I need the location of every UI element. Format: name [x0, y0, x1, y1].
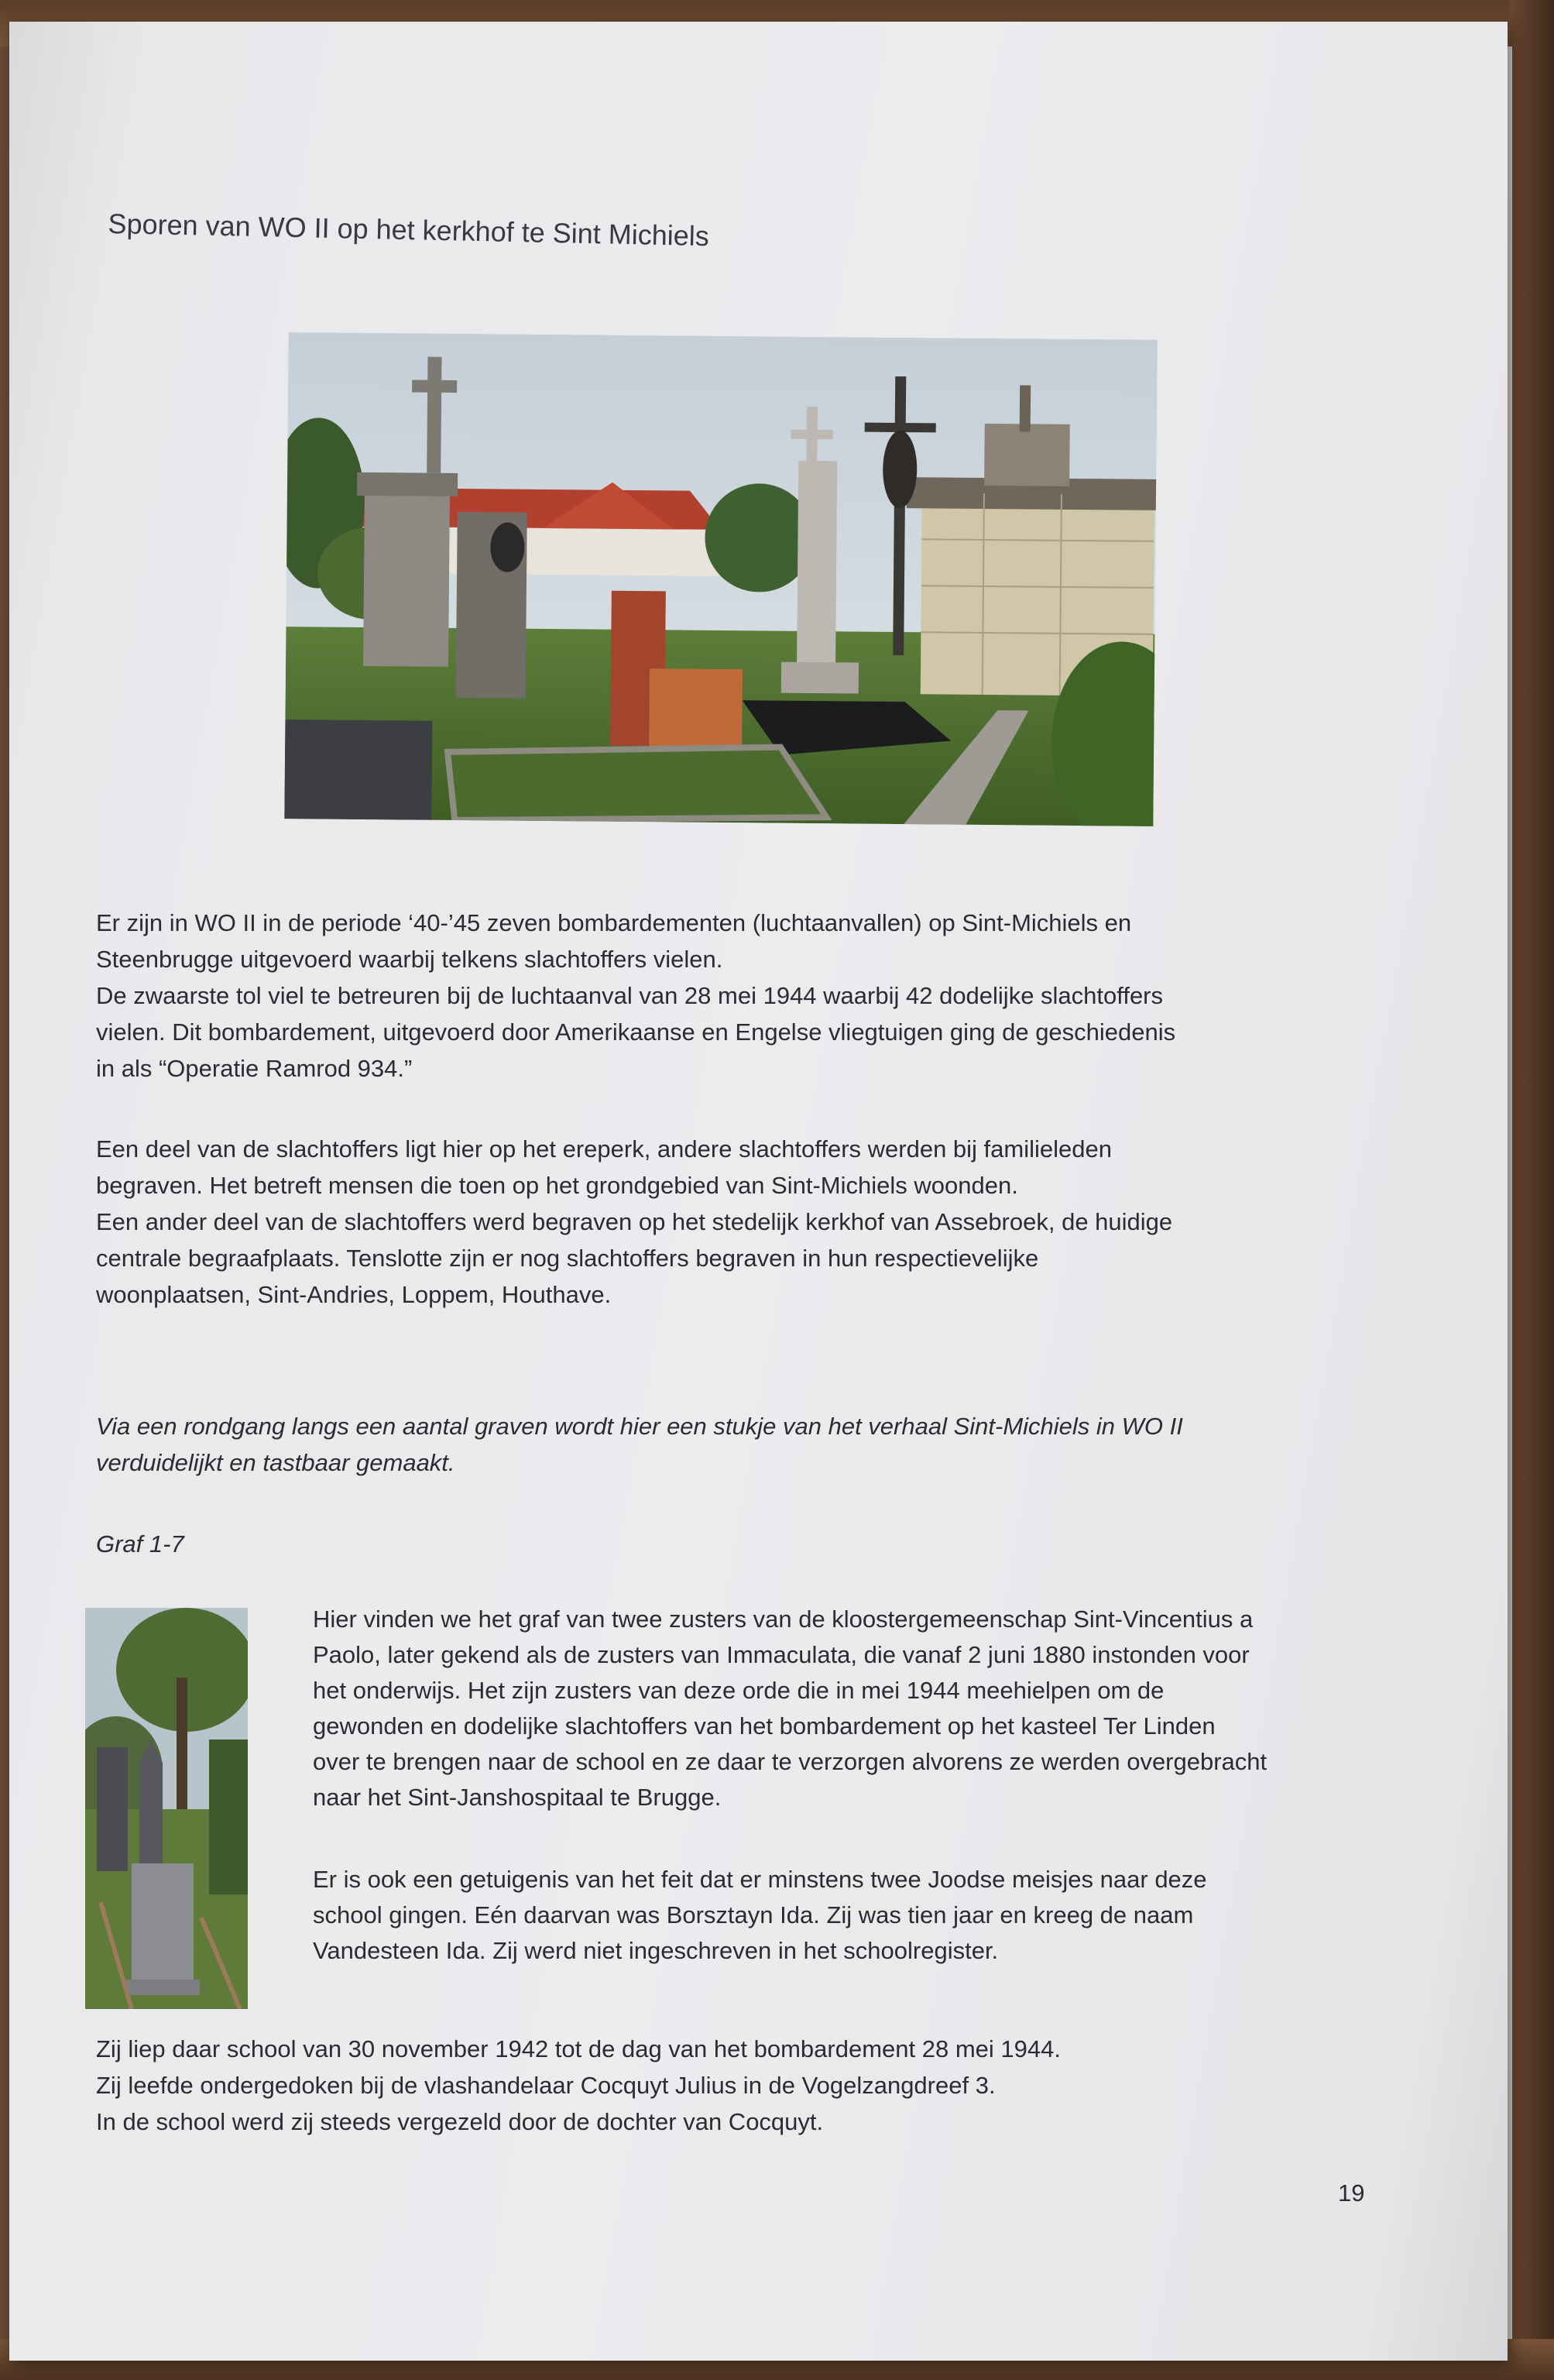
grave-line: Vandesteen Ida. Zij werd niet ingeschreven in het schoolregister. [313, 1937, 999, 1964]
grave-line: over te brengen naar de school en ze daar te verzorgen alvorens ze werden overgebracht [313, 1748, 1268, 1775]
grave-line: Zij liep daar school van 30 november 1942 tot de dag van het bombardement 28 mei 1944. [96, 2035, 1061, 2062]
victims-line: Een ander deel van de slachtoffers werd begraven op het stedelijk kerkhof van Assebroek, de huidige [96, 1208, 1173, 1235]
grave-paragraph-3 [96, 2031, 1366, 2140]
intro-line: vielen. Dit bombardement, uitgevoerd door Amerikaanse en Engelse vliegtuigen ging de geschiedenis [96, 1018, 1176, 1046]
intro-paragraph [96, 905, 1397, 1087]
victims-line: woonplaatsen, Sint-Andries, Loppem, Houthave. [96, 1281, 612, 1308]
intro-line: Steenbrugge uitgevoerd waarbij telkens slachtoffers vielen. [96, 946, 723, 973]
grave-line: het onderwijs. Het zijn zusters van deze orde die in mei 1944 meehielpen om de [313, 1677, 1165, 1704]
grave-line: gewonden en dodelijke slachtoffers van het bombardement op het kasteel Ter Linden [313, 1712, 1216, 1739]
intro-line: in als “Operatie Ramrod 934.” [96, 1055, 413, 1082]
grave-line: naar het Sint-Janshospitaal te Brugge. [313, 1784, 722, 1811]
grave-heading-text: Graf 1-7 [96, 1530, 184, 1557]
grave-line: school gingen. Eén daarvan was Borsztayn Ida. Zij was tien jaar en kreeg de naam [313, 1901, 1194, 1928]
grave-paragraph-2 [313, 1862, 1443, 1969]
tour-paragraph [96, 1408, 1397, 1481]
victims-line: centrale begraafplaats. Tenslotte zijn er nog slachtoffers begraven in hun respectievelijke [96, 1245, 1039, 1272]
grave-heading [96, 1526, 1397, 1562]
grave-line: Paolo, later gekend als de zusters van Immaculata, die vanaf 2 juni 1880 instonden voor [313, 1641, 1250, 1668]
grave-line: In de school werd zij steeds vergezeld door de dochter van Cocquyt. [96, 2108, 824, 2135]
victims-paragraph [96, 1131, 1397, 1313]
cemetery-photo-graphic [284, 332, 1157, 826]
book-page [9, 22, 1508, 2361]
grave-paragraph-1 [313, 1602, 1443, 1815]
page-title: Sporen van WO II op het kerkhof te Sint Michiels [108, 208, 710, 252]
grave-line: Hier vinden we het graf van twee zusters van de kloostergemeenschap Sint-Vincentius a [313, 1606, 1254, 1633]
table-surface-right [1510, 0, 1554, 2380]
tour-line: Via een rondgang langs een aantal graven wordt hier een stukje van het verhaal Sint-Michiels in WO II [96, 1413, 1183, 1440]
grave-line: Zij leefde ondergedoken bij de vlashandelaar Cocquyt Julius in de Vogelzangdreef 3. [96, 2072, 996, 2099]
page-number: 19 [1338, 2179, 1365, 2207]
grave-line: Er is ook een getuigenis van het feit dat er minstens twee Joodse meisjes naar deze [313, 1866, 1207, 1893]
cemetery-photo [284, 332, 1157, 826]
intro-line: De zwaarste tol viel te betreuren bij de luchtaanval van 28 mei 1944 waarbij 42 dodelijke slachtoffers [96, 982, 1164, 1009]
grave-photo-graphic [85, 1608, 248, 2009]
intro-line: Er zijn in WO II in de periode ‘40-’45 zeven bombardementen (luchtaanvallen) op Sint-Michiels en [96, 909, 1132, 936]
tour-line: verduidelijkt en tastbaar gemaakt. [96, 1449, 455, 1476]
victims-line: Een deel van de slachtoffers ligt hier op het ereperk, andere slachtoffers werden bij familieleden [96, 1135, 1112, 1163]
victims-line: begraven. Het betreft mensen die toen op het grondgebied van Sint-Michiels woonden. [96, 1172, 1018, 1199]
grave-photo [85, 1608, 248, 2009]
